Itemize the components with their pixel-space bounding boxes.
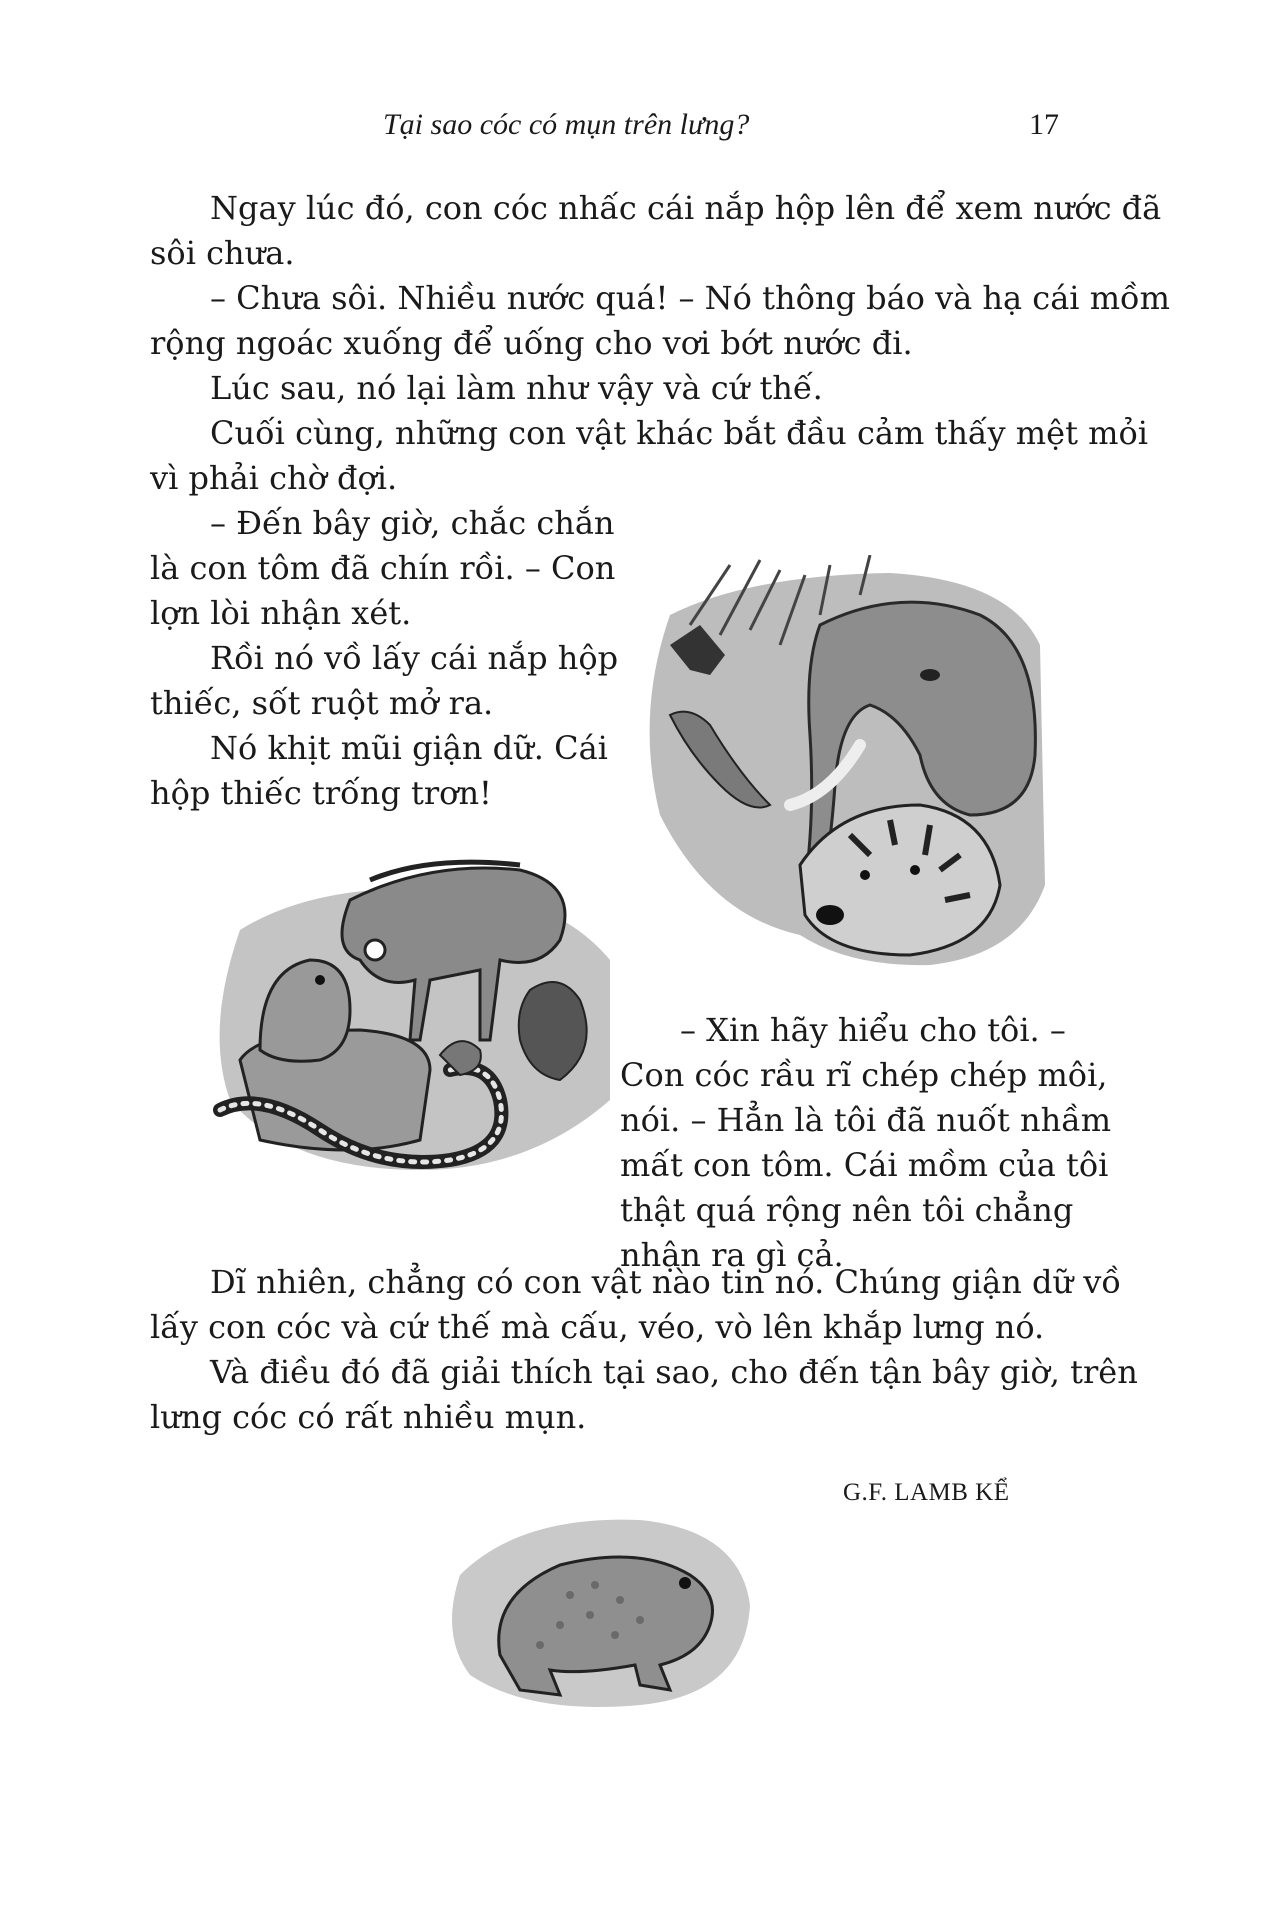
- text-line: – Chưa sôi. Nhiều nước quá! – Nó thông báo và hạ cái mồm: [210, 279, 1170, 317]
- text-block-right: [620, 1008, 1111, 1278]
- illustration-elephant-tiger: [630, 555, 1050, 970]
- text-line: – Xin hãy hiểu cho tôi. –: [680, 1011, 1066, 1049]
- text-line: lưng cóc có rất nhiều mụn.: [150, 1398, 587, 1436]
- text-line: vì phải chờ đợi.: [150, 459, 398, 497]
- text-line: lợn lòi nhận xét.: [150, 594, 412, 632]
- text-line: Lúc sau, nó lại làm như vậy và cứ thế.: [210, 369, 823, 407]
- text-line: là con tôm đã chín rồi. – Con: [150, 549, 616, 587]
- text-line: Dĩ nhiên, chẳng có con vật nào tin nó. Chúng giận dữ vồ: [210, 1263, 1121, 1301]
- text-line: Và điều đó đã giải thích tại sao, cho đến tận bây giờ, trên: [210, 1353, 1138, 1391]
- text-block-left: [150, 501, 618, 816]
- running-title: Tại sao cóc có mụn trên lưng?: [383, 108, 750, 141]
- text-line: thiếc, sốt ruột mở ra.: [150, 684, 494, 722]
- page-number: 17: [1029, 108, 1059, 141]
- text-line: thật quá rộng nên tôi chẳng: [620, 1191, 1074, 1229]
- text-block-bottom: [150, 1260, 1138, 1440]
- text-line: nhận ra gì cả.: [620, 1236, 844, 1274]
- author-credit: G.F. LAMB KỂ: [843, 1479, 1010, 1506]
- text-line: sôi chưa.: [150, 234, 295, 272]
- text-line: rộng ngoác xuống để uống cho vơi bớt nước đi.: [150, 324, 913, 362]
- illustration-toad: [440, 1505, 760, 1720]
- text-line: Ngay lúc đó, con cóc nhấc cái nắp hộp lên để xem nước đã: [210, 189, 1162, 227]
- text-line: lấy con cóc và cứ thế mà cấu, véo, vò lên khắp lưng nó.: [150, 1308, 1045, 1346]
- text-line: Con cóc rầu rĩ chép chép môi,: [620, 1056, 1108, 1094]
- text-line: nói. – Hẳn là tôi đã nuốt nhầm: [620, 1101, 1112, 1139]
- text-line: mất con tôm. Cái mồm của tôi: [620, 1146, 1109, 1184]
- text-line: Nó khịt mũi giận dữ. Cái: [210, 729, 608, 767]
- text-line: Cuối cùng, những con vật khác bắt đầu cảm thấy mệt mỏi: [210, 414, 1148, 452]
- illustration-toad-boar-snake: [200, 840, 620, 1190]
- text-line: hộp thiếc trống trơn!: [150, 774, 492, 812]
- text-line: Rồi nó vồ lấy cái nắp hộp: [210, 639, 619, 677]
- text-line: – Đến bây giờ, chắc chắn: [210, 504, 615, 542]
- text-block-top: [150, 186, 1170, 501]
